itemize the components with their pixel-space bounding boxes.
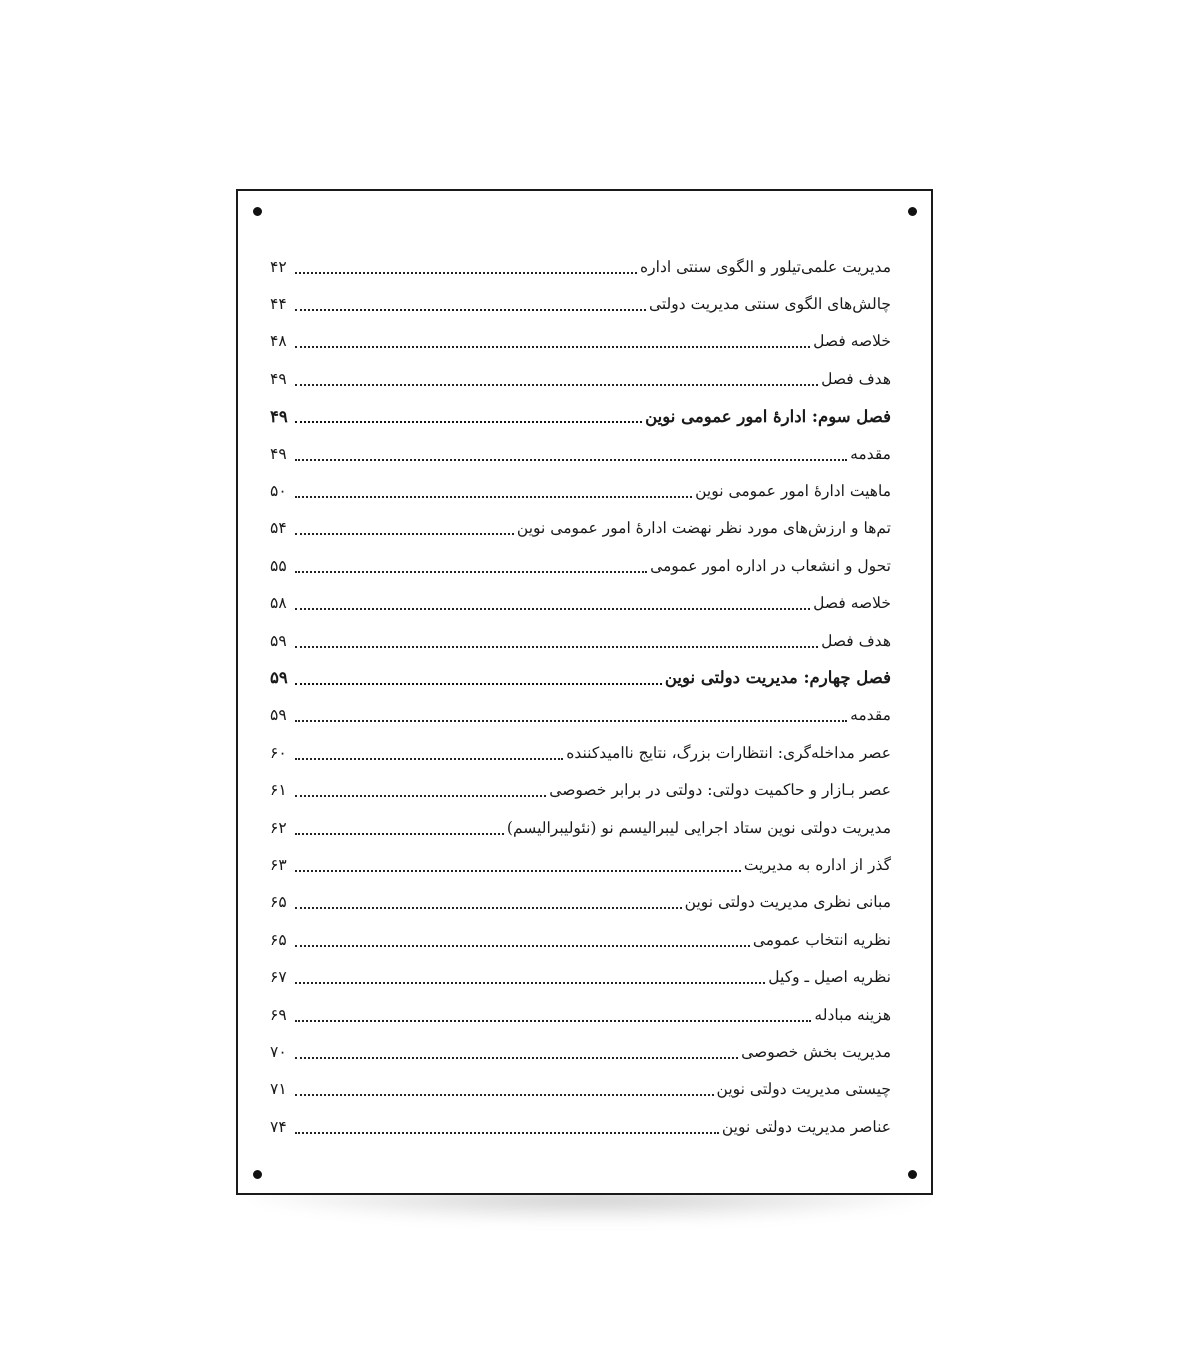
- toc-entry-title: هزینه مبادله: [814, 1005, 891, 1024]
- dot-leader: [295, 384, 818, 386]
- dot-leader: [295, 870, 741, 872]
- dot-leader: [295, 533, 514, 535]
- toc-entry-title: چیستی مدیریت دولتی نوین: [716, 1080, 891, 1099]
- toc-page-number: ۴۲: [270, 257, 287, 276]
- toc-entry-title: نظریه اصیل ـ وکیل: [768, 968, 891, 987]
- toc-entry-title: خلاصه فصل: [813, 332, 891, 351]
- toc-page-number: ۶۱: [270, 781, 287, 800]
- toc-page-number: ۵۹: [270, 631, 287, 650]
- page-shadow: [250, 1192, 930, 1222]
- dot-leader: [295, 683, 662, 685]
- toc-entry-row: [270, 285, 891, 322]
- toc-page-number: ۵۵: [270, 556, 287, 575]
- dot-leader: [295, 309, 646, 311]
- dot-leader: [295, 758, 563, 760]
- toc-page-number: ۵۴: [270, 519, 287, 538]
- toc-entry-title: هدف فصل: [821, 369, 891, 388]
- toc-entry-title: چالش‌های الگوی سنتی مدیریت دولتی: [648, 295, 891, 314]
- document-page: [236, 189, 933, 1195]
- dot-leader: [295, 571, 647, 573]
- toc-entry-row: [270, 1033, 891, 1070]
- toc-page-number: ۷۰: [270, 1042, 287, 1061]
- toc-page-number: ۶۲: [270, 818, 287, 837]
- toc-page-number: ۶۵: [270, 930, 287, 949]
- toc-entry-title: تم‌ها و ارزش‌های مورد نظر نهضت ادارهٔ امور عمومی نوین: [516, 519, 891, 538]
- toc-entry-title: خلاصه فصل: [813, 594, 891, 613]
- toc-page-number: ۴۹: [270, 444, 287, 463]
- toc-entry-row: [270, 248, 891, 285]
- toc-page-number: ۵۸: [270, 594, 287, 613]
- toc-entry-title: ماهیت ادارهٔ امور عمومی نوین: [695, 482, 891, 501]
- toc-page-number: ۷۱: [270, 1080, 287, 1099]
- dot-leader: [295, 833, 504, 835]
- corner-dot-icon: [908, 1170, 917, 1179]
- toc-entry-title: مقدمه: [850, 444, 891, 463]
- toc-entry-title: عصر مداخله‌گری: انتظارات بزرگ، نتایج ناامیدکننده: [566, 743, 891, 762]
- dot-leader: [295, 272, 637, 274]
- toc-entry-row: [270, 547, 891, 584]
- toc-entry-row: [270, 921, 891, 958]
- toc-entry-row: [270, 846, 891, 883]
- dot-leader: [295, 1132, 719, 1134]
- dot-leader: [295, 459, 847, 461]
- toc-entry-row: [270, 435, 891, 472]
- toc-entry-row: [270, 1071, 891, 1108]
- toc-entry-title: هدف فصل: [821, 631, 891, 650]
- toc-page-number: ۵۰: [270, 482, 287, 501]
- dot-leader: [295, 1020, 811, 1022]
- dot-leader: [295, 907, 682, 909]
- table-of-contents: [270, 248, 891, 1145]
- toc-entry-title: فصل سوم: ادارهٔ امور عمومی نوین: [645, 406, 891, 426]
- corner-dot-icon: [253, 1170, 262, 1179]
- dot-leader: [295, 795, 546, 797]
- toc-entry-row: [270, 622, 891, 659]
- toc-entry-row: [270, 734, 891, 771]
- toc-entry-row: [270, 360, 891, 397]
- toc-entry-row: [270, 884, 891, 921]
- toc-page-number: ۶۹: [270, 1005, 287, 1024]
- dot-leader: [295, 496, 692, 498]
- corner-dot-icon: [908, 207, 917, 216]
- toc-entry-row: [270, 585, 891, 622]
- dot-leader: [295, 945, 750, 947]
- toc-page-number: ۶۵: [270, 893, 287, 912]
- dot-leader: [295, 982, 765, 984]
- toc-chapter-row: [270, 659, 891, 696]
- dot-leader: [295, 646, 818, 648]
- toc-page-number: ۵۹: [270, 706, 287, 725]
- toc-page-number: ۴۹: [270, 406, 288, 426]
- toc-entry-row: [270, 996, 891, 1033]
- dot-leader: [295, 1094, 714, 1096]
- toc-entry-row: [270, 510, 891, 547]
- toc-entry-title: مدیریت علمی‌تیلور و الگوی سنتی اداره: [640, 257, 891, 276]
- dot-leader: [295, 346, 810, 348]
- toc-entry-row: [270, 697, 891, 734]
- toc-entry-row: [270, 809, 891, 846]
- toc-entry-row: [270, 771, 891, 808]
- toc-entry-title: گذر از اداره به مدیریت: [743, 855, 891, 874]
- toc-entry-title: نظریه انتخاب عمومی: [752, 930, 891, 949]
- toc-page-number: ۴۸: [270, 332, 287, 351]
- toc-entry-title: فصل چهارم: مدیریت دولتی نوین: [664, 668, 891, 688]
- dot-leader: [295, 720, 847, 722]
- dot-leader: [295, 608, 810, 610]
- toc-page-number: ۶۷: [270, 968, 287, 987]
- toc-entry-row: [270, 958, 891, 995]
- dot-leader: [295, 1057, 738, 1059]
- toc-entry-title: مبانی نظری مدیریت دولتی نوین: [684, 893, 891, 912]
- toc-page-number: ۷۴: [270, 1117, 287, 1136]
- toc-page-number: ۴۴: [270, 295, 287, 314]
- dot-leader: [295, 421, 642, 423]
- toc-entry-title: عصر بـازار و حاکمیت دولتی: دولتی در برابر خصوصی: [549, 781, 891, 800]
- toc-entry-title: مدیریت دولتی نوین ستاد اجرایی لیبرالیسم نو (نئولیبرالیسم): [506, 818, 891, 837]
- toc-entry-title: مقدمه: [850, 706, 891, 725]
- toc-entry-title: عناصر مدیریت دولتی نوین: [721, 1117, 891, 1136]
- toc-entry-row: [270, 472, 891, 509]
- toc-entry-row: [270, 323, 891, 360]
- toc-page-number: ۵۹: [270, 668, 288, 688]
- toc-entry-title: مدیریت بخش خصوصی: [741, 1042, 891, 1061]
- corner-dot-icon: [253, 207, 262, 216]
- toc-page-number: ۶۰: [270, 743, 287, 762]
- toc-page-number: ۴۹: [270, 369, 287, 388]
- toc-entry-row: [270, 1108, 891, 1145]
- toc-chapter-row: [270, 398, 891, 435]
- toc-entry-title: تحول و انشعاب در اداره امور عمومی: [650, 556, 891, 575]
- toc-page-number: ۶۳: [270, 855, 287, 874]
